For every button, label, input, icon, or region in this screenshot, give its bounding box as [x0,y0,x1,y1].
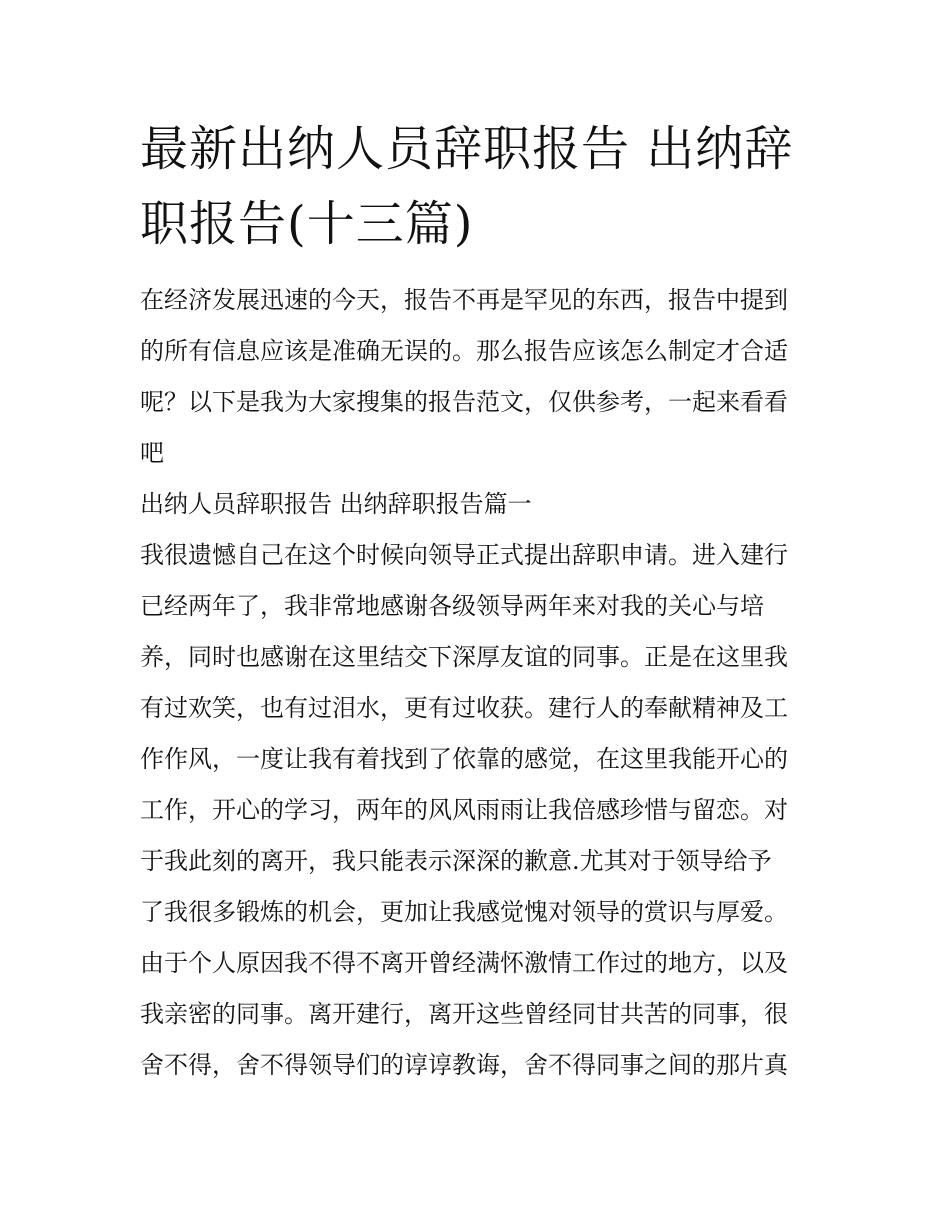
text-line: 我亲密的同事。离开建行，离开这些曾经同甘共苦的同事，很 [140,1000,788,1028]
intro-paragraph [140,275,820,479]
section-heading-text: 出纳人员辞职报告 出纳辞职报告篇一 [140,490,532,518]
text-line: 吧 [140,439,164,467]
section-paragraph [140,530,820,1091]
text-line: 由于个人原因我不得不离开曾经满怀激情工作过的地方，以及 [140,949,788,977]
text-line: 我很遗憾自己在这个时候向领导正式提出辞职申请。进入建行 [140,541,788,569]
text-line: 呢？以下是我为大家搜集的报告范文，仅供参考，一起来看看 [140,388,788,416]
text-line: 作作风，一度让我有着找到了依靠的感觉，在这里我能开心的 [140,745,788,773]
text-line: 养，同时也感谢在这里结交下深厚友谊的同事。正是在这里我 [140,643,788,671]
text-line: 有过欢笑，也有过泪水，更有过收获。建行人的奉献精神及工 [140,694,788,722]
title-line: 职报告(十三篇) [140,196,474,252]
section-heading [140,479,820,530]
text-line: 在经济发展迅速的今天，报告不再是罕见的东西，报告中提到 [140,286,788,314]
text-line: 已经两年了，我非常地感谢各级领导两年来对我的关心与培 [140,592,764,620]
text-line: 的所有信息应该是准确无误的。那么报告应该怎么制定才合适 [140,337,788,365]
title-line: 最新出纳人员辞职报告 出纳辞 [140,121,794,177]
text-line: 工作，开心的学习，两年的风风雨雨让我倍感珍惜与留恋。对 [140,796,788,824]
text-line: 舍不得，舍不得领导们的谆谆教诲，舍不得同事之间的那片真 [140,1051,788,1079]
text-line: 于我此刻的离开，我只能表示深深的歉意.尤其对于领导给予 [140,847,772,875]
text-line: 了我很多锻炼的机会，更加让我感觉愧对领导的赏识与厚爱。 [140,898,788,926]
document-title [140,112,820,262]
